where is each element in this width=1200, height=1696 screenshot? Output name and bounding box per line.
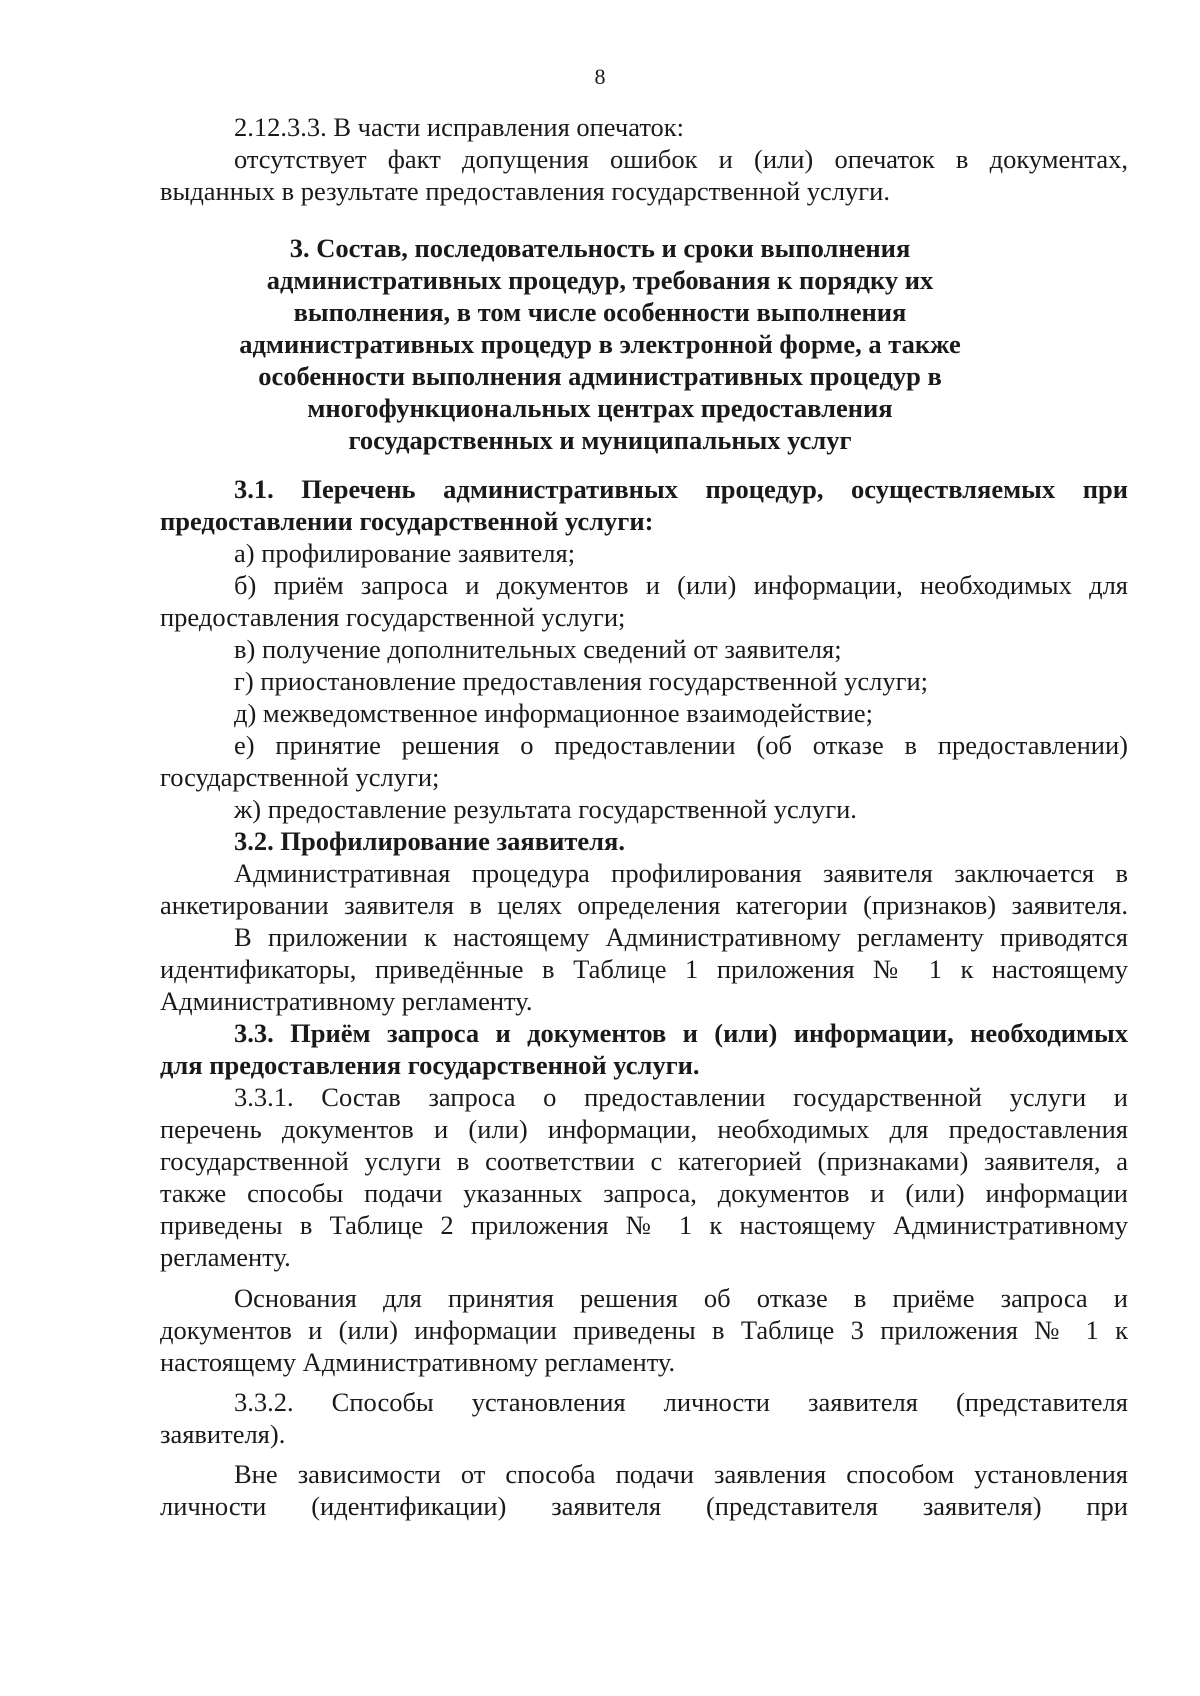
subsection-3-1-heading: предоставлении государственной услуги: — [160, 506, 654, 536]
subsection-3-1-heading: 3.1. Перечень административных процедур, осуществляемых при — [234, 474, 1128, 504]
clause-2-12-3-3-text-line: отсутствует факт допущения ошибок и (или) опечаток в документах, — [234, 144, 1128, 174]
section-heading-line: особенности выполнения административных процедур в — [258, 361, 942, 391]
clause-2-12-3-3-text-line: выданных в результате предоставления государственной услуги. — [160, 176, 890, 206]
section-heading-line: 3. Состав, последовательность и сроки выполнения — [289, 233, 911, 263]
section-heading-line: административных процедур в электронной форме, а также — [239, 329, 961, 359]
list-item: в) получение дополнительных сведений от заявителя; — [234, 634, 842, 664]
list-item: ж) предоставление результата государственной услуги. — [234, 794, 857, 824]
subsection-3-3-heading: для предоставления государственной услуги. — [160, 1050, 700, 1080]
section-heading-line: выполнения, в том числе особенности выполнения — [293, 297, 907, 327]
list-item-continuation: предоставления государственной услуги; — [160, 602, 626, 632]
paragraph-line: 3.3.2. Способы установления личности заявителя (представителя — [234, 1387, 1128, 1417]
paragraph-line: приведены в Таблице 2 приложения № 1 к настоящему Административному — [160, 1210, 1128, 1240]
paragraph-line: 3.3.1. Состав запроса о предоставлении государственной услуги и — [234, 1082, 1128, 1112]
list-item: г) приостановление предоставления государственной услуги; — [234, 666, 928, 696]
paragraph-line: перечень документов и (или) информации, необходимых для предоставления — [160, 1114, 1128, 1144]
list-item: а) профилирование заявителя; — [234, 538, 576, 568]
list-item-continuation: государственной услуги; — [160, 762, 440, 792]
subsection-3-3-heading: 3.3. Приём запроса и документов и (или) информации, необходимых — [234, 1018, 1128, 1048]
paragraph-line: заявителя). — [160, 1419, 286, 1449]
paragraph-line: настоящему Административному регламенту. — [160, 1347, 676, 1377]
list-item: б) приём запроса и документов и (или) информации, необходимых для — [234, 570, 1128, 600]
paragraph-line: также способы подачи указанных запроса, документов и (или) информации — [160, 1178, 1128, 1208]
clause-2-12-3-3-title: 2.12.3.3. В части исправления опечаток: — [234, 112, 685, 142]
list-item: д) межведомственное информационное взаимодействие; — [234, 698, 874, 728]
paragraph-line: личности (идентификации) заявителя (представителя заявителя) при — [160, 1491, 1128, 1521]
document-body-continued — [160, 0, 1128, 1696]
paragraph-line: Вне зависимости от способа подачи заявления способом установления — [234, 1459, 1128, 1489]
paragraph-line: регламенту. — [160, 1242, 291, 1272]
section-heading-line: многофункциональных центрах предоставления — [307, 393, 893, 423]
page-number: 8 — [594, 64, 606, 89]
paragraph-line: идентификаторы, приведённые в Таблице 1 приложения № 1 к настоящему — [160, 954, 1128, 984]
subsection-3-2-heading: 3.2. Профилирование заявителя. — [234, 826, 625, 856]
section-heading-line: государственных и муниципальных услуг — [348, 425, 852, 455]
list-item: е) принятие решения о предоставлении (об отказе в предоставлении) — [234, 730, 1128, 760]
paragraph-line: документов и (или) информации приведены в Таблице 3 приложения № 1 к — [160, 1315, 1128, 1345]
paragraph-line: Основания для принятия решения об отказе в приёме запроса и — [234, 1283, 1128, 1313]
section-heading-line: административных процедур, требования к порядку их — [266, 265, 934, 295]
paragraph-line: анкетировании заявителя в целях определения категории (признаков) заявителя. — [160, 890, 1128, 920]
paragraph-line: В приложении к настоящему Административному регламенту приводятся — [234, 922, 1128, 952]
paragraph-line: Административная процедура профилирования заявителя заключается в — [234, 858, 1128, 888]
paragraph-line: государственной услуги в соответствии с категорией (признаками) заявителя, а — [160, 1146, 1128, 1176]
paragraph-line: Административному регламенту. — [160, 986, 533, 1016]
